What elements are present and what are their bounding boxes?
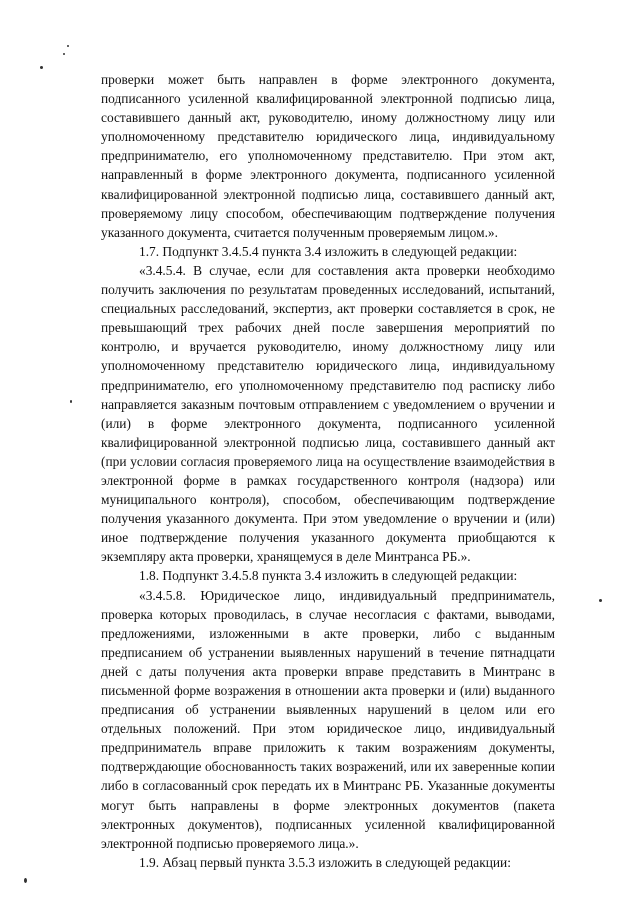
scan-speck (63, 53, 65, 55)
scan-speck (70, 400, 72, 403)
paragraph-item-1-7: 1.7. Подпункт 3.4.5.4 пункта 3.4 изложить в следующей редакции: (139, 243, 518, 259)
paragraph-item-1-8: 1.8. Подпункт 3.4.5.8 пункта 3.4 изложить в следующей редакции: (139, 568, 518, 584)
paragraph-subitem-3-4-5-8: «3.4.5.8. Юридическое лицо, индивидуальный предприниматель, проверка которых проводилась, в случае несогласия с фактами, выводами, предложениями, изложенными в акте проверки, либо с выданным предписанием об устранении выявленных нарушений в течение пятнадцати дней с даты получения акта проверки вправе представить в Минтранс в письменной форме возражения в отношении акта проверки и (или) выданного предписания об устранении выявленных нарушений в целом или его отдельных положений. При этом юридическое лицо, индивидуальный предприниматель вправе приложить к таким возражениям документы, подтверждающие обоснованность таких возражений, или их заверенные копии либо в согласованный срок передать их в Минтранс РБ. Указанные документы могут быть направлены в форме электронных документов (пакета электронных документов), подписанных усиленной квалифицированной электронной подписью проверяемого лица.». (101, 587, 555, 851)
document-body (101, 70, 555, 872)
paragraph-subitem-3-4-5-4: «3.4.5.4. В случае, если для составления акта проверки необходимо получить заключения по результатам проведенных исследований, испытаний, специальных расследований, экспертиз, акт проверки составляется в срок, не превышающий трех рабочих дней после завершения мероприятий по контролю, и вручается руководителю, иному должностному лицу или уполномоченному представителю юридического лица, индивидуальному предпринимателю, его уполномоченному представителю под расписку либо направляется заказным почтовым отправлением с уведомлением о вручении и (или) в форме электронного документа, подписанного усиленной квалифицированной электронной подписью лица, составившего данный акт (при условии согласия проверяемого лица на осуществление взаимодействия в электронной форме в рамках государственного контроля (надзора) или муниципального контроля), способом, обеспечивающим подтверждение получения указанного документа. При этом уведомление о вручении и (или) иное подтверждение получения указанного документа приобщаются к экземпляру акта проверки, хранящемуся в деле Минтранса РБ.». (101, 262, 555, 565)
paragraph-item-1-9: 1.9. Абзац первый пункта 3.5.3 изложить в следующей редакции: (139, 854, 511, 870)
paragraph-act-continuation: проверки может быть направлен в форме электронного документа, подписанного усиленной квалифицированной электронной подписью лица, составившего данный акт, руководителю, иному должностному лицу или уполномоченному представителю юридического лица, индивидуальному предпринимателю, его уполномоченному представителю. При этом акт, направленный в форме электронного документа, подписанного усиленной квалифицированной электронной подписью лица, составившего данный акт, проверяемому лицу способом, обеспечивающим подтверждение получения указанного документа, считается полученным проверяемым лицом.». (101, 72, 555, 240)
scan-speck (24, 878, 27, 883)
scan-speck (67, 45, 69, 47)
scan-speck (40, 66, 43, 69)
scan-speck (599, 599, 602, 602)
